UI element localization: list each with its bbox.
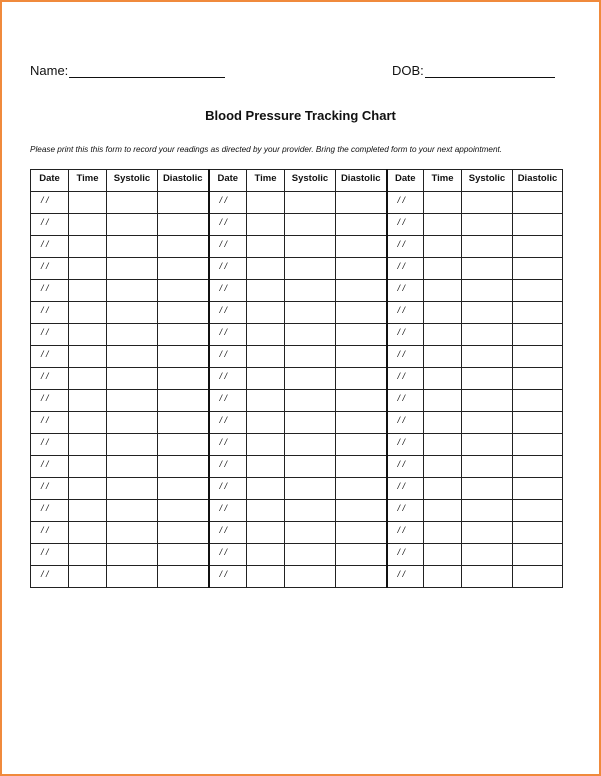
table-row — [31, 566, 563, 588]
table-row — [31, 522, 563, 544]
diastolic-cell[interactable] — [336, 368, 387, 390]
date-cell[interactable]: / / — [31, 522, 69, 544]
systolic-cell[interactable] — [462, 456, 513, 478]
diastolic-cell[interactable] — [158, 192, 209, 214]
table-row — [31, 236, 563, 258]
systolic-cell[interactable] — [285, 544, 336, 566]
date-cell[interactable]: / / — [209, 412, 247, 434]
diastolic-cell[interactable] — [158, 324, 209, 346]
diastolic-cell[interactable] — [158, 412, 209, 434]
date-cell[interactable]: / / — [31, 214, 69, 236]
systolic-cell[interactable] — [285, 566, 336, 588]
header-time: Time — [247, 170, 285, 192]
date-cell[interactable]: / / — [387, 390, 424, 412]
systolic-cell[interactable] — [462, 258, 513, 280]
diastolic-cell[interactable] — [513, 544, 563, 566]
time-cell[interactable] — [69, 302, 107, 324]
systolic-cell[interactable] — [107, 500, 158, 522]
systolic-cell[interactable] — [285, 346, 336, 368]
date-cell[interactable]: / / — [31, 456, 69, 478]
header-time: Time — [69, 170, 107, 192]
diastolic-cell[interactable] — [513, 324, 563, 346]
time-cell[interactable] — [424, 566, 462, 588]
time-cell[interactable] — [247, 456, 285, 478]
dob-field[interactable] — [392, 63, 555, 78]
diastolic-cell[interactable] — [158, 280, 209, 302]
diastolic-cell[interactable] — [513, 434, 563, 456]
time-cell[interactable] — [424, 214, 462, 236]
time-cell[interactable] — [247, 412, 285, 434]
date-cell[interactable]: / / — [387, 566, 424, 588]
diastolic-cell[interactable] — [336, 412, 387, 434]
diastolic-cell[interactable] — [158, 522, 209, 544]
diastolic-cell[interactable] — [336, 192, 387, 214]
diastolic-cell[interactable] — [513, 302, 563, 324]
time-cell[interactable] — [69, 390, 107, 412]
date-cell[interactable]: / / — [209, 390, 247, 412]
time-cell[interactable] — [247, 258, 285, 280]
systolic-cell[interactable] — [462, 390, 513, 412]
diastolic-cell[interactable] — [158, 236, 209, 258]
diastolic-cell[interactable] — [336, 324, 387, 346]
header-systolic: Systolic — [285, 170, 336, 192]
diastolic-cell[interactable] — [336, 544, 387, 566]
systolic-cell[interactable] — [285, 302, 336, 324]
diastolic-cell[interactable] — [513, 236, 563, 258]
systolic-cell[interactable] — [107, 192, 158, 214]
time-cell[interactable] — [247, 544, 285, 566]
systolic-cell[interactable] — [285, 412, 336, 434]
instructions-text: Please print this this form to record your readings as directed by your provider. Bring the completed form to your next appointment. — [30, 145, 503, 154]
date-cell[interactable]: / / — [209, 522, 247, 544]
name-line[interactable] — [69, 65, 225, 78]
table-row — [31, 478, 563, 500]
systolic-cell[interactable] — [285, 214, 336, 236]
systolic-cell[interactable] — [462, 236, 513, 258]
systolic-cell[interactable] — [285, 258, 336, 280]
date-cell[interactable]: / / — [31, 412, 69, 434]
date-cell[interactable]: / / — [209, 236, 247, 258]
date-cell[interactable]: / / — [209, 302, 247, 324]
diastolic-cell[interactable] — [336, 214, 387, 236]
systolic-cell[interactable] — [462, 544, 513, 566]
date-cell[interactable]: / / — [387, 324, 424, 346]
time-cell[interactable] — [247, 236, 285, 258]
systolic-cell[interactable] — [107, 346, 158, 368]
date-cell[interactable]: / / — [31, 192, 69, 214]
table-row — [31, 456, 563, 478]
diastolic-cell[interactable] — [336, 258, 387, 280]
diastolic-cell[interactable] — [336, 280, 387, 302]
date-cell[interactable]: / / — [387, 280, 424, 302]
time-cell[interactable] — [247, 566, 285, 588]
table-row — [31, 412, 563, 434]
header-systolic: Systolic — [462, 170, 513, 192]
header-date: Date — [387, 170, 424, 192]
diastolic-cell[interactable] — [336, 390, 387, 412]
systolic-cell[interactable] — [462, 280, 513, 302]
systolic-cell[interactable] — [462, 500, 513, 522]
date-cell[interactable]: / / — [209, 258, 247, 280]
table-row — [31, 214, 563, 236]
systolic-cell[interactable] — [107, 214, 158, 236]
time-cell[interactable] — [247, 390, 285, 412]
systolic-cell[interactable] — [462, 324, 513, 346]
diastolic-cell[interactable] — [336, 456, 387, 478]
diastolic-cell[interactable] — [158, 500, 209, 522]
date-cell[interactable]: / / — [387, 368, 424, 390]
date-cell[interactable]: / / — [387, 478, 424, 500]
systolic-cell[interactable] — [285, 390, 336, 412]
date-cell[interactable]: / / — [209, 566, 247, 588]
date-cell[interactable]: / / — [31, 236, 69, 258]
diastolic-cell[interactable] — [158, 434, 209, 456]
systolic-cell[interactable] — [107, 522, 158, 544]
time-cell[interactable] — [424, 390, 462, 412]
diastolic-cell[interactable] — [336, 302, 387, 324]
systolic-cell[interactable] — [107, 236, 158, 258]
date-cell[interactable]: / / — [31, 544, 69, 566]
systolic-cell[interactable] — [285, 500, 336, 522]
systolic-cell[interactable] — [107, 324, 158, 346]
systolic-cell[interactable] — [462, 214, 513, 236]
time-cell[interactable] — [69, 478, 107, 500]
time-cell[interactable] — [247, 478, 285, 500]
table-row — [31, 346, 563, 368]
systolic-cell[interactable] — [107, 390, 158, 412]
time-cell[interactable] — [69, 258, 107, 280]
diastolic-cell[interactable] — [336, 522, 387, 544]
diastolic-cell[interactable] — [336, 236, 387, 258]
systolic-cell[interactable] — [107, 412, 158, 434]
table-row — [31, 192, 563, 214]
time-cell[interactable] — [69, 192, 107, 214]
date-cell[interactable]: / / — [387, 346, 424, 368]
time-cell[interactable] — [247, 324, 285, 346]
systolic-cell[interactable] — [107, 302, 158, 324]
diastolic-cell[interactable] — [336, 346, 387, 368]
diastolic-cell[interactable] — [513, 456, 563, 478]
time-cell[interactable] — [247, 192, 285, 214]
time-cell[interactable] — [69, 280, 107, 302]
date-cell[interactable]: / / — [209, 500, 247, 522]
date-cell[interactable]: / / — [31, 302, 69, 324]
systolic-cell[interactable] — [462, 368, 513, 390]
time-cell[interactable] — [424, 368, 462, 390]
diastolic-cell[interactable] — [158, 258, 209, 280]
date-cell[interactable]: / / — [209, 324, 247, 346]
date-cell[interactable]: / / — [387, 456, 424, 478]
diastolic-cell[interactable] — [336, 478, 387, 500]
diastolic-cell[interactable] — [158, 214, 209, 236]
table-row — [31, 390, 563, 412]
diastolic-cell[interactable] — [336, 500, 387, 522]
table-row — [31, 368, 563, 390]
date-cell[interactable]: / / — [31, 346, 69, 368]
time-cell[interactable] — [247, 302, 285, 324]
header-systolic: Systolic — [107, 170, 158, 192]
date-cell[interactable]: / / — [31, 434, 69, 456]
systolic-cell[interactable] — [462, 302, 513, 324]
date-cell[interactable]: / / — [31, 258, 69, 280]
header-row — [31, 170, 563, 192]
date-cell[interactable]: / / — [387, 434, 424, 456]
time-cell[interactable] — [424, 258, 462, 280]
systolic-cell[interactable] — [285, 280, 336, 302]
time-cell[interactable] — [69, 368, 107, 390]
name-field[interactable] — [30, 63, 225, 78]
table-row — [31, 280, 563, 302]
diastolic-cell[interactable] — [513, 412, 563, 434]
page-title: Blood Pressure Tracking Chart — [205, 108, 396, 123]
diastolic-cell[interactable] — [513, 500, 563, 522]
systolic-cell[interactable] — [462, 346, 513, 368]
time-cell[interactable] — [424, 434, 462, 456]
diastolic-cell[interactable] — [336, 566, 387, 588]
date-cell[interactable]: / / — [31, 390, 69, 412]
name-label: Name: — [30, 63, 69, 78]
date-cell[interactable]: / / — [209, 544, 247, 566]
date-cell[interactable]: / / — [387, 522, 424, 544]
systolic-cell[interactable] — [285, 478, 336, 500]
time-cell[interactable] — [69, 324, 107, 346]
time-cell[interactable] — [69, 236, 107, 258]
table-row — [31, 434, 563, 456]
systolic-cell[interactable] — [285, 456, 336, 478]
date-cell[interactable]: / / — [31, 324, 69, 346]
header-time: Time — [424, 170, 462, 192]
systolic-cell[interactable] — [107, 478, 158, 500]
diastolic-cell[interactable] — [158, 302, 209, 324]
time-cell[interactable] — [424, 544, 462, 566]
date-cell[interactable]: / / — [209, 280, 247, 302]
date-cell[interactable]: / / — [209, 456, 247, 478]
date-cell[interactable]: / / — [209, 214, 247, 236]
systolic-cell[interactable] — [107, 566, 158, 588]
time-cell[interactable] — [69, 456, 107, 478]
diastolic-cell[interactable] — [336, 434, 387, 456]
time-cell[interactable] — [424, 456, 462, 478]
diastolic-cell[interactable] — [158, 478, 209, 500]
time-cell[interactable] — [69, 522, 107, 544]
time-cell[interactable] — [69, 566, 107, 588]
date-cell[interactable]: / / — [209, 192, 247, 214]
diastolic-cell[interactable] — [158, 456, 209, 478]
header-diastolic: Diastolic — [336, 170, 387, 192]
time-cell[interactable] — [247, 214, 285, 236]
time-cell[interactable] — [247, 434, 285, 456]
diastolic-cell[interactable] — [513, 566, 563, 588]
time-cell[interactable] — [69, 214, 107, 236]
time-cell[interactable] — [69, 412, 107, 434]
diastolic-cell[interactable] — [513, 522, 563, 544]
time-cell[interactable] — [247, 346, 285, 368]
time-cell[interactable] — [247, 500, 285, 522]
systolic-cell[interactable] — [285, 368, 336, 390]
time-cell[interactable] — [424, 324, 462, 346]
systolic-cell[interactable] — [462, 566, 513, 588]
date-cell[interactable]: / / — [31, 280, 69, 302]
systolic-cell[interactable] — [107, 258, 158, 280]
date-cell[interactable]: / / — [387, 236, 424, 258]
diastolic-cell[interactable] — [513, 192, 563, 214]
systolic-cell[interactable] — [285, 522, 336, 544]
diastolic-cell[interactable] — [513, 280, 563, 302]
date-cell[interactable]: / / — [31, 368, 69, 390]
date-cell[interactable]: / / — [209, 346, 247, 368]
diastolic-cell[interactable] — [513, 346, 563, 368]
table-row — [31, 302, 563, 324]
diastolic-cell[interactable] — [513, 390, 563, 412]
diastolic-cell[interactable] — [158, 544, 209, 566]
date-cell[interactable]: / / — [387, 544, 424, 566]
systolic-cell[interactable] — [285, 192, 336, 214]
date-cell[interactable]: / / — [387, 214, 424, 236]
date-cell[interactable]: / / — [31, 500, 69, 522]
diastolic-cell[interactable] — [158, 368, 209, 390]
time-cell[interactable] — [247, 368, 285, 390]
diastolic-cell[interactable] — [158, 346, 209, 368]
table-row — [31, 544, 563, 566]
tracking-table — [30, 169, 563, 588]
time-cell[interactable] — [69, 500, 107, 522]
dob-line[interactable] — [425, 65, 555, 78]
systolic-cell[interactable] — [107, 456, 158, 478]
diastolic-cell[interactable] — [158, 566, 209, 588]
time-cell[interactable] — [424, 280, 462, 302]
header-diastolic: Diastolic — [158, 170, 209, 192]
systolic-cell[interactable] — [285, 434, 336, 456]
date-cell[interactable]: / / — [209, 434, 247, 456]
systolic-cell[interactable] — [462, 522, 513, 544]
time-cell[interactable] — [424, 302, 462, 324]
systolic-cell[interactable] — [462, 412, 513, 434]
date-cell[interactable]: / / — [387, 192, 424, 214]
date-cell[interactable]: / / — [387, 302, 424, 324]
time-cell[interactable] — [247, 522, 285, 544]
systolic-cell[interactable] — [107, 368, 158, 390]
time-cell[interactable] — [424, 346, 462, 368]
time-cell[interactable] — [69, 346, 107, 368]
systolic-cell[interactable] — [107, 544, 158, 566]
header-date: Date — [209, 170, 247, 192]
systolic-cell[interactable] — [462, 192, 513, 214]
diastolic-cell[interactable] — [513, 214, 563, 236]
date-cell[interactable]: / / — [31, 478, 69, 500]
date-cell[interactable]: / / — [31, 566, 69, 588]
header-diastolic: Diastolic — [513, 170, 563, 192]
systolic-cell[interactable] — [285, 236, 336, 258]
diastolic-cell[interactable] — [513, 258, 563, 280]
date-cell[interactable]: / / — [209, 368, 247, 390]
table-row — [31, 324, 563, 346]
table-row — [31, 258, 563, 280]
time-cell[interactable] — [69, 434, 107, 456]
systolic-cell[interactable] — [462, 478, 513, 500]
time-cell[interactable] — [247, 280, 285, 302]
header-date: Date — [31, 170, 69, 192]
table-body — [31, 192, 563, 588]
systolic-cell[interactable] — [462, 434, 513, 456]
systolic-cell[interactable] — [107, 280, 158, 302]
table-row — [31, 500, 563, 522]
time-cell[interactable] — [424, 236, 462, 258]
time-cell[interactable] — [424, 500, 462, 522]
systolic-cell[interactable] — [285, 324, 336, 346]
time-cell[interactable] — [424, 412, 462, 434]
dob-label: DOB: — [392, 63, 424, 78]
date-cell[interactable]: / / — [387, 500, 424, 522]
date-cell[interactable]: / / — [387, 258, 424, 280]
diastolic-cell[interactable] — [513, 368, 563, 390]
systolic-cell[interactable] — [107, 434, 158, 456]
date-cell[interactable]: / / — [387, 412, 424, 434]
time-cell[interactable] — [69, 544, 107, 566]
time-cell[interactable] — [424, 192, 462, 214]
time-cell[interactable] — [424, 522, 462, 544]
diastolic-cell[interactable] — [513, 478, 563, 500]
diastolic-cell[interactable] — [158, 390, 209, 412]
date-cell[interactable]: / / — [209, 478, 247, 500]
time-cell[interactable] — [424, 478, 462, 500]
